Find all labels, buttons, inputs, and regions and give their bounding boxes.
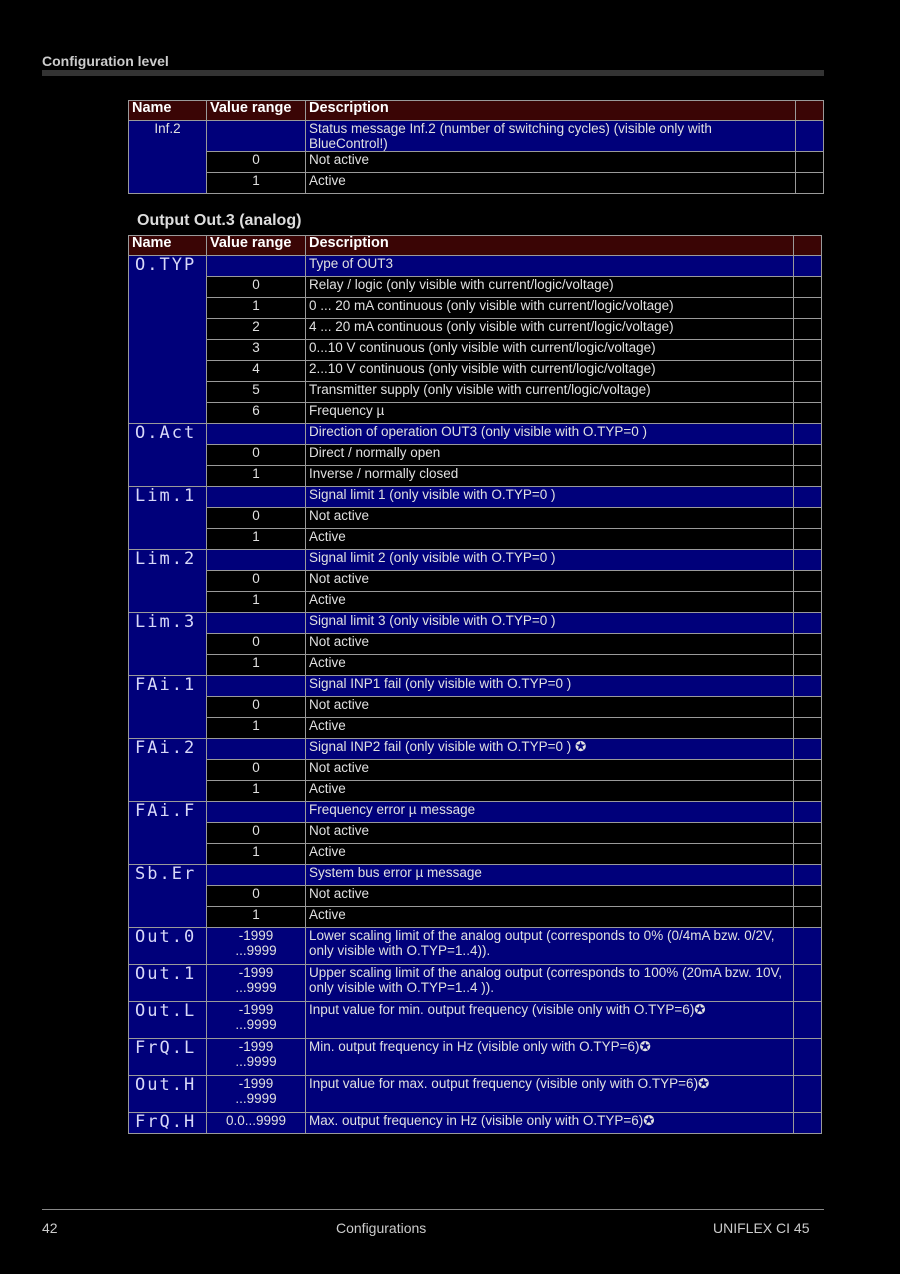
table-row bbox=[129, 1002, 822, 1039]
description: Frequency µ bbox=[306, 403, 794, 424]
footer-divider bbox=[42, 1209, 824, 1210]
table-row bbox=[129, 781, 822, 802]
col-header-desc: Description bbox=[306, 236, 794, 256]
value-range: 2 bbox=[207, 319, 306, 340]
col-header-extra bbox=[796, 101, 824, 121]
value-range: 0 bbox=[207, 445, 306, 466]
description: Status message Inf.2 (number of switching cycles) (visible only with BlueControl!) bbox=[306, 121, 796, 152]
table-row bbox=[129, 823, 822, 844]
description: Not active bbox=[306, 823, 794, 844]
extra-cell bbox=[794, 550, 822, 571]
extra-cell bbox=[794, 403, 822, 424]
description: Frequency error µ message bbox=[306, 802, 794, 823]
description: Active bbox=[306, 907, 794, 928]
extra-cell bbox=[794, 823, 822, 844]
param-name: O.Act bbox=[129, 424, 207, 487]
extra-cell bbox=[794, 613, 822, 634]
param-name: Inf.2 bbox=[129, 121, 207, 194]
inf2-table bbox=[128, 100, 824, 194]
extra-cell bbox=[794, 592, 822, 613]
description: Active bbox=[306, 529, 794, 550]
table-row bbox=[129, 907, 822, 928]
param-name: FrQ.L bbox=[129, 1039, 207, 1076]
value-range: 0 bbox=[207, 886, 306, 907]
col-header-name: Name bbox=[129, 236, 207, 256]
table-row bbox=[129, 886, 822, 907]
description: Type of OUT3 bbox=[306, 256, 794, 277]
param-name: FrQ.H bbox=[129, 1113, 207, 1134]
param-name: Lim.2 bbox=[129, 550, 207, 613]
value-range: 4 bbox=[207, 361, 306, 382]
param-name: Out.1 bbox=[129, 965, 207, 1002]
table-row bbox=[129, 613, 822, 634]
value-range bbox=[207, 550, 306, 571]
extra-cell bbox=[794, 965, 822, 1002]
table-row bbox=[129, 760, 822, 781]
description: Transmitter supply (only visible with current/logic/voltage) bbox=[306, 382, 794, 403]
table-row bbox=[129, 529, 822, 550]
value-range: -1999 ...9999 bbox=[207, 965, 306, 1002]
extra-cell bbox=[794, 340, 822, 361]
value-range bbox=[207, 487, 306, 508]
table-row bbox=[129, 697, 822, 718]
table-row bbox=[129, 466, 822, 487]
value-range: 1 bbox=[207, 466, 306, 487]
extra-cell bbox=[794, 865, 822, 886]
description: System bus error µ message bbox=[306, 865, 794, 886]
description: Not active bbox=[306, 634, 794, 655]
description: Not active bbox=[306, 886, 794, 907]
description: Signal INP2 fail (only visible with O.TYP=0 ) ✪ bbox=[306, 739, 794, 760]
extra-cell bbox=[794, 739, 822, 760]
extra-cell bbox=[794, 1039, 822, 1076]
extra-cell bbox=[794, 361, 822, 382]
description: Not active bbox=[306, 697, 794, 718]
extra-cell bbox=[794, 1002, 822, 1039]
extra-cell bbox=[794, 277, 822, 298]
description: Signal INP1 fail (only visible with O.TYP=0 ) bbox=[306, 676, 794, 697]
description: Active bbox=[306, 781, 794, 802]
description: Max. output frequency in Hz (visible only with O.TYP=6)✪ bbox=[306, 1113, 794, 1134]
value-range: 1 bbox=[207, 592, 306, 613]
table-row bbox=[129, 382, 822, 403]
extra-cell bbox=[794, 886, 822, 907]
value-range: 0 bbox=[207, 760, 306, 781]
description: Direct / normally open bbox=[306, 445, 794, 466]
value-range: 1 bbox=[207, 907, 306, 928]
extra-cell bbox=[794, 1113, 822, 1134]
extra-cell bbox=[794, 928, 822, 965]
table-header-row bbox=[129, 236, 822, 256]
footer-section: Configurations bbox=[336, 1220, 427, 1236]
table-row bbox=[129, 928, 822, 965]
description: Not active bbox=[306, 152, 796, 173]
value-range bbox=[207, 802, 306, 823]
table-row bbox=[129, 655, 822, 676]
param-name: Out.0 bbox=[129, 928, 207, 965]
value-range: 1 bbox=[207, 655, 306, 676]
table-row bbox=[129, 844, 822, 865]
extra-cell bbox=[794, 487, 822, 508]
page-number: 42 bbox=[42, 1220, 58, 1236]
value-range bbox=[207, 256, 306, 277]
table-row bbox=[129, 718, 822, 739]
col-header-desc: Description bbox=[306, 101, 796, 121]
section-title: Output Out.3 (analog) bbox=[137, 212, 302, 229]
value-range: 0 bbox=[207, 823, 306, 844]
table-row bbox=[129, 739, 822, 760]
value-range: 1 bbox=[207, 844, 306, 865]
value-range: 1 bbox=[207, 529, 306, 550]
description: Active bbox=[306, 655, 794, 676]
description: Direction of operation OUT3 (only visible with O.TYP=0 ) bbox=[306, 424, 794, 445]
description: Not active bbox=[306, 760, 794, 781]
description: Active bbox=[306, 718, 794, 739]
value-range: -1999 ...9999 bbox=[207, 928, 306, 965]
table-row bbox=[129, 965, 822, 1002]
value-range: -1999 ...9999 bbox=[207, 1039, 306, 1076]
extra-cell bbox=[794, 760, 822, 781]
value-range: 5 bbox=[207, 382, 306, 403]
out3-table bbox=[128, 235, 822, 1134]
param-name: Out.H bbox=[129, 1076, 207, 1113]
value-range: 0 bbox=[207, 277, 306, 298]
param-name: Sb.Er bbox=[129, 865, 207, 928]
extra-cell bbox=[794, 508, 822, 529]
col-header-range: Value range bbox=[207, 236, 306, 256]
description: Signal limit 3 (only visible with O.TYP=0 ) bbox=[306, 613, 794, 634]
table-row bbox=[129, 802, 822, 823]
value-range: -1999 ...9999 bbox=[207, 1076, 306, 1113]
extra-cell bbox=[794, 781, 822, 802]
extra-cell bbox=[794, 256, 822, 277]
value-range: 0.0...9999 bbox=[207, 1113, 306, 1134]
footer-product: UNIFLEX CI 45 bbox=[713, 1220, 810, 1236]
value-range: 6 bbox=[207, 403, 306, 424]
value-range bbox=[207, 121, 306, 152]
table-row bbox=[129, 403, 822, 424]
description: Relay / logic (only visible with current/logic/voltage) bbox=[306, 277, 794, 298]
col-header-name: Name bbox=[129, 101, 207, 121]
extra-cell bbox=[794, 382, 822, 403]
table-row bbox=[129, 1039, 822, 1076]
table-row bbox=[129, 571, 822, 592]
table-row bbox=[129, 277, 822, 298]
table-row bbox=[129, 487, 822, 508]
table-row bbox=[129, 361, 822, 382]
table-row bbox=[129, 1076, 822, 1113]
value-range: 0 bbox=[207, 571, 306, 592]
col-header-extra bbox=[794, 236, 822, 256]
value-range: 0 bbox=[207, 152, 306, 173]
table-row bbox=[129, 152, 824, 173]
param-name: FAi.F bbox=[129, 802, 207, 865]
extra-cell bbox=[794, 634, 822, 655]
param-name: FAi.1 bbox=[129, 676, 207, 739]
description: Input value for max. output frequency (visible only with O.TYP=6)✪ bbox=[306, 1076, 794, 1113]
extra-cell bbox=[794, 718, 822, 739]
extra-cell bbox=[794, 697, 822, 718]
table-row bbox=[129, 676, 822, 697]
description: Signal limit 2 (only visible with O.TYP=0 ) bbox=[306, 550, 794, 571]
param-name: O.TYP bbox=[129, 256, 207, 424]
extra-cell bbox=[794, 844, 822, 865]
value-range bbox=[207, 676, 306, 697]
table-row bbox=[129, 298, 822, 319]
description: Upper scaling limit of the analog output (corresponds to 100% (20mA bzw. 10V, only visible with O.TYP=1..4 )). bbox=[306, 965, 794, 1002]
extra-cell bbox=[796, 173, 824, 194]
param-name: Out.L bbox=[129, 1002, 207, 1039]
extra-cell bbox=[794, 298, 822, 319]
value-range: 3 bbox=[207, 340, 306, 361]
value-range bbox=[207, 739, 306, 760]
value-range: 1 bbox=[207, 298, 306, 319]
description: Not active bbox=[306, 508, 794, 529]
table-row bbox=[129, 508, 822, 529]
extra-cell bbox=[794, 445, 822, 466]
param-name: FAi.2 bbox=[129, 739, 207, 802]
param-name: Lim.1 bbox=[129, 487, 207, 550]
value-range: 1 bbox=[207, 781, 306, 802]
table-row bbox=[129, 1113, 822, 1134]
extra-cell bbox=[794, 424, 822, 445]
table-row bbox=[129, 319, 822, 340]
table-row bbox=[129, 256, 822, 277]
description: Signal limit 1 (only visible with O.TYP=0 ) bbox=[306, 487, 794, 508]
table-row bbox=[129, 424, 822, 445]
extra-cell bbox=[794, 676, 822, 697]
table-row bbox=[129, 634, 822, 655]
table-row bbox=[129, 173, 824, 194]
description: Min. output frequency in Hz (visible only with O.TYP=6)✪ bbox=[306, 1039, 794, 1076]
header-divider bbox=[42, 70, 824, 76]
description: Active bbox=[306, 592, 794, 613]
extra-cell bbox=[794, 466, 822, 487]
value-range: 0 bbox=[207, 634, 306, 655]
description: Not active bbox=[306, 571, 794, 592]
extra-cell bbox=[794, 655, 822, 676]
description: Active bbox=[306, 173, 796, 194]
extra-cell bbox=[794, 571, 822, 592]
value-range: -1999 ...9999 bbox=[207, 1002, 306, 1039]
param-name: Lim.3 bbox=[129, 613, 207, 676]
extra-cell bbox=[794, 1076, 822, 1113]
description: 4 ... 20 mA continuous (only visible with current/logic/voltage) bbox=[306, 319, 794, 340]
extra-cell bbox=[794, 802, 822, 823]
description: 0...10 V continuous (only visible with current/logic/voltage) bbox=[306, 340, 794, 361]
description: Active bbox=[306, 844, 794, 865]
table-row bbox=[129, 865, 822, 886]
extra-cell bbox=[794, 529, 822, 550]
table-header-row bbox=[129, 101, 824, 121]
page-header-title: Configuration level bbox=[42, 53, 169, 69]
value-range: 0 bbox=[207, 508, 306, 529]
value-range bbox=[207, 613, 306, 634]
value-range bbox=[207, 424, 306, 445]
value-range: 1 bbox=[207, 718, 306, 739]
value-range bbox=[207, 865, 306, 886]
description: Inverse / normally closed bbox=[306, 466, 794, 487]
value-range: 1 bbox=[207, 173, 306, 194]
description: 2...10 V continuous (only visible with current/logic/voltage) bbox=[306, 361, 794, 382]
description: Lower scaling limit of the analog output (corresponds to 0% (0/4mA bzw. 0/2V, only visible with O.TYP=1..4)). bbox=[306, 928, 794, 965]
col-header-range: Value range bbox=[207, 101, 306, 121]
value-range: 0 bbox=[207, 697, 306, 718]
extra-cell bbox=[794, 907, 822, 928]
description: Input value for min. output frequency (visible only with O.TYP=6)✪ bbox=[306, 1002, 794, 1039]
table-row bbox=[129, 121, 824, 152]
extra-cell bbox=[796, 152, 824, 173]
table-row bbox=[129, 592, 822, 613]
extra-cell bbox=[796, 121, 824, 152]
table-row bbox=[129, 550, 822, 571]
description: 0 ... 20 mA continuous (only visible with current/logic/voltage) bbox=[306, 298, 794, 319]
extra-cell bbox=[794, 319, 822, 340]
table-row bbox=[129, 445, 822, 466]
table-row bbox=[129, 340, 822, 361]
